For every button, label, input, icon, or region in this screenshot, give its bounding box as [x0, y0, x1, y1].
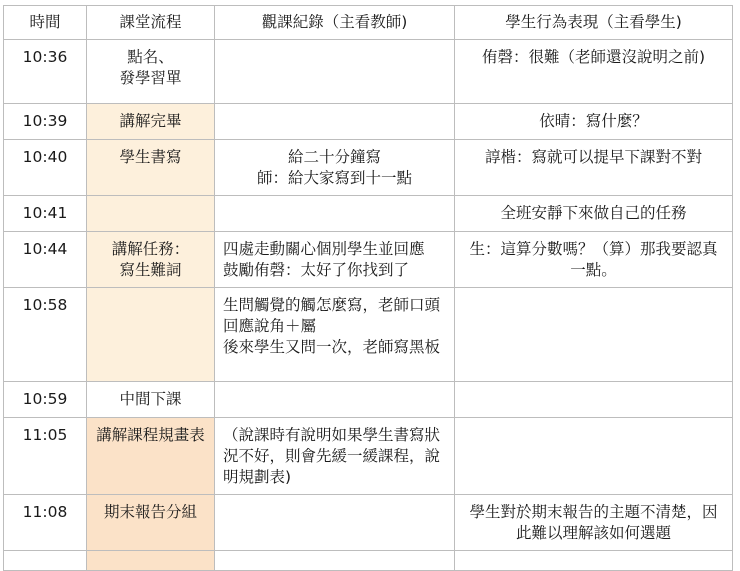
time-cell: 11:08 — [4, 495, 87, 551]
student-cell — [455, 418, 733, 495]
student-cell — [455, 288, 733, 382]
flow-cell: 講解完畢 — [87, 104, 215, 140]
time-cell: 10:44 — [4, 232, 87, 288]
table-row — [4, 382, 733, 418]
flow-cell: 點名、 發學習單 — [87, 40, 215, 104]
teacher-cell: 給二十分鐘寫 師：給大家寫到十一點 — [215, 140, 455, 196]
time-cell: 10:58 — [4, 288, 87, 382]
student-cell: 諄楷：寫就可以提早下課對不對 — [455, 140, 733, 196]
table-row — [4, 40, 733, 104]
header-flow: 課堂流程 — [87, 6, 215, 40]
flow-cell — [87, 196, 215, 232]
header-student-obs: 學生行為表現（主看學生) — [455, 6, 733, 40]
time-cell: 10:59 — [4, 382, 87, 418]
flow-cell: 期末報告分組 — [87, 495, 215, 551]
table-row — [4, 495, 733, 551]
teacher-cell: 生問觸覺的觸怎麼寫，老師口頭回應說角＋屬 後來學生又問一次，老師寫黑板 — [215, 288, 455, 382]
table-row — [4, 140, 733, 196]
flow-cell: 講解課程規畫表 — [87, 418, 215, 495]
teacher-cell — [215, 551, 455, 571]
time-cell — [4, 551, 87, 571]
flow-cell: 講解任務： 寫生難詞 — [87, 232, 215, 288]
teacher-cell — [215, 382, 455, 418]
table-row — [4, 418, 733, 495]
teacher-cell — [215, 196, 455, 232]
header-teacher-obs: 觀課紀錄（主看教師) — [215, 6, 455, 40]
teacher-cell — [215, 495, 455, 551]
table-row — [4, 104, 733, 140]
student-cell: 生：這算分數嗎？（算）那我要認真一點。 — [455, 232, 733, 288]
table-row — [4, 288, 733, 382]
time-cell: 10:36 — [4, 40, 87, 104]
student-cell: 學生對於期末報告的主題不清楚，因此難以理解該如何選題 — [455, 495, 733, 551]
teacher-cell: 四處走動關心個別學生並回應 鼓勵侑磬：太好了你找到了 — [215, 232, 455, 288]
time-cell: 11:05 — [4, 418, 87, 495]
observation-table — [3, 5, 733, 571]
student-cell — [455, 382, 733, 418]
teacher-cell — [215, 104, 455, 140]
student-cell — [455, 551, 733, 571]
teacher-cell — [215, 40, 455, 104]
time-cell: 10:40 — [4, 140, 87, 196]
time-cell: 10:39 — [4, 104, 87, 140]
header-time: 時間 — [4, 6, 87, 40]
table-row — [4, 196, 733, 232]
table-row — [4, 551, 733, 571]
student-cell: 侑磬：很難（老師還沒說明之前) — [455, 40, 733, 104]
teacher-cell: （說課時有說明如果學生書寫狀況不好，則會先緩一緩課程，說明規劃表) — [215, 418, 455, 495]
student-cell: 全班安靜下來做自己的任務 — [455, 196, 733, 232]
flow-cell — [87, 288, 215, 382]
time-cell: 10:41 — [4, 196, 87, 232]
flow-cell — [87, 551, 215, 571]
table-row — [4, 232, 733, 288]
flow-cell: 學生書寫 — [87, 140, 215, 196]
header-row — [4, 6, 733, 40]
flow-cell: 中間下課 — [87, 382, 215, 418]
student-cell: 依晴：寫什麼？ — [455, 104, 733, 140]
